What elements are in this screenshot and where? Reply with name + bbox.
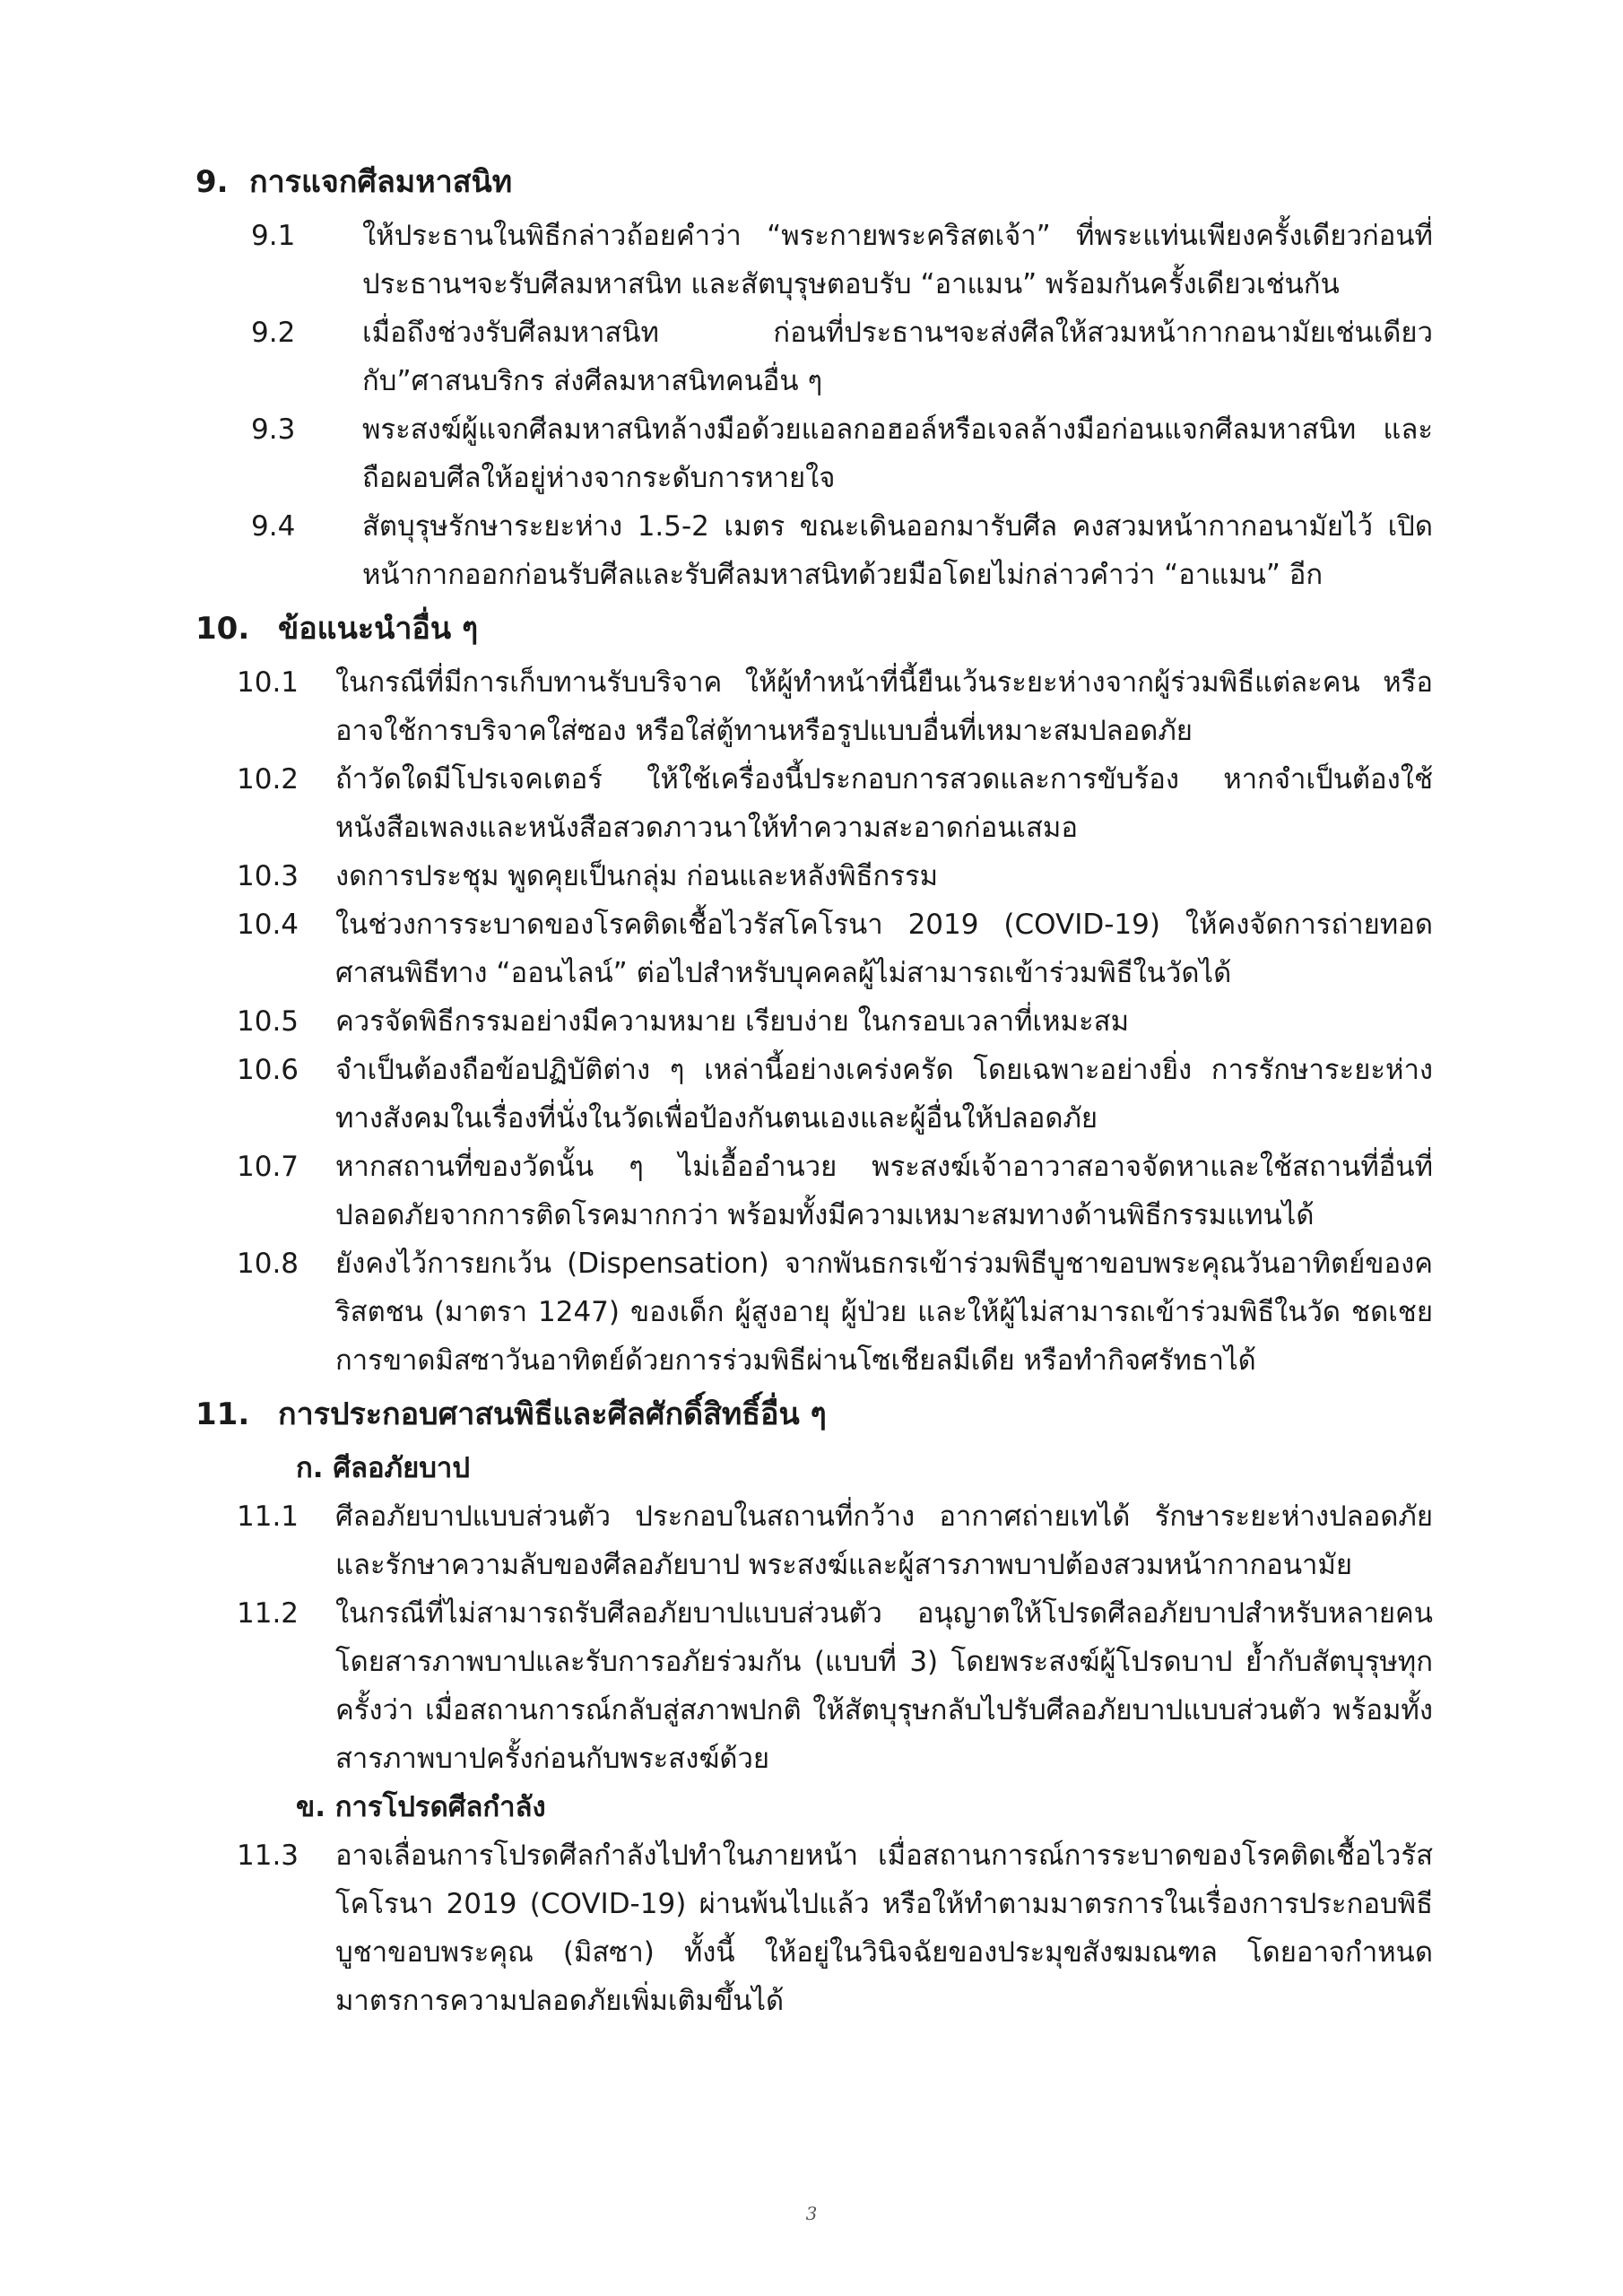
- item-number: 9.2: [251, 317, 296, 349]
- list-item-10-5: [195, 997, 1433, 1046]
- item-text: ในกรณีที่ไม่สามารถรับศีลอภัยบาปแบบส่วนตัว อนุญาตให้โปรดศีลอภัยบาปสำหรับหลายคน โดยสารภาพบาปและรับการอภัยร่วมกัน (แบบที่ 3) โดยพระสงฆ์ผู้โปรดบาป ย้ำกับสัตบุรุษทุกครั้งว่า เมื่อสถานการณ์กลับสู่สภาพปกติ ให้สัตบุรุษกลับไปรับศีลอภัยบาปแบบส่วนตัว พร้อมทั้งสารภาพบาปครั้งก่อนกับพระสงฆ์ด้วย: [335, 1597, 1433, 1775]
- item-number: 10.2: [237, 763, 299, 796]
- item-text: งดการประชุม พูดคุยเป็นกลุ่ม ก่อนและหลังพิธีกรรม: [335, 860, 939, 892]
- list-item-11-2: [195, 1589, 1433, 1783]
- list-item-10-4: [195, 900, 1433, 997]
- section-number: 9.: [195, 164, 229, 200]
- list-item-10-1: [195, 658, 1433, 755]
- list-item-10-3: [195, 852, 1433, 900]
- list-item-11-1: [195, 1492, 1433, 1589]
- item-text: ในช่วงการระบาดของโรคติดเชื้อไวรัสโคโรนา 2019 (COVID-19) ให้คงจัดการถ่ายทอดศาสนพิธีทาง “ออนไลน์” ต่อไปสำหรับบุคคลผู้ไม่สามารถเข้าร่วมพิธีในวัดได้: [335, 909, 1433, 989]
- item-text: ศีลอภัยบาปแบบส่วนตัว ประกอบในสถานที่กว้าง อากาศถ่ายเทได้ รักษาระยะห่างปลอดภัย และรักษาความลับของศีลอภัยบาป พระสงฆ์และผู้สารภาพบาปต้องสวมหน้ากากอนามัย: [335, 1500, 1433, 1581]
- item-number: 9.4: [251, 510, 296, 543]
- item-number: 9.1: [251, 220, 296, 252]
- item-text: หากสถานที่ของวัดนั้น ๆ ไม่เอื้ออำนวย พระสงฆ์เจ้าอาวาสอาจจัดหาและใช้สถานที่อื่นที่ปลอดภัยจากการติดโรคมากกว่า พร้อมทั้งมีความเหมาะสมทางด้านพิธีกรรมแทนได้: [335, 1151, 1433, 1231]
- page-number: 3: [805, 2203, 818, 2224]
- item-text: พระสงฆ์ผู้แจกศีลมหาสนิทล้างมือด้วยแอลกอฮอล์หรือเจลล้างมือก่อนแจกศีลมหาสนิท และถือผอบศีลให้อยู่ห่างจากระดับการหายใจ: [362, 413, 1433, 494]
- item-text: ถ้าวัดใดมีโปรเจคเตอร์ ให้ใช้เครื่องนี้ประกอบการสวดและการขับร้อง หากจำเป็นต้องใช้หนังสือเพลงและหนังสือสวดภาวนาให้ทำความสะอาดก่อนเสมอ: [335, 763, 1433, 844]
- list-item-10-2: [195, 755, 1433, 852]
- section-heading-10: [195, 604, 1433, 653]
- item-number: 10.5: [237, 1005, 299, 1038]
- item-number: 10.8: [237, 1248, 299, 1280]
- item-number: 9.3: [251, 413, 296, 446]
- section-heading-11: [195, 1390, 1433, 1439]
- list-item-10-8: [195, 1239, 1433, 1385]
- item-number: 10.6: [237, 1054, 299, 1086]
- list-item-10-7: [195, 1143, 1433, 1239]
- item-text: ในกรณีที่มีการเก็บทานรับบริจาค ให้ผู้ทำหน้าที่นี้ยืนเว้นระยะห่างจากผู้ร่วมพิธีแต่ละคน หรืออาจใช้การบริจาคใส่ซอง หรือใส่ตู้ทานหรือรูปแบบอื่นที่เหมาะสมปลอดภัย: [335, 666, 1433, 747]
- section-number: 11.: [195, 1396, 250, 1432]
- item-number: 10.1: [237, 666, 299, 699]
- item-text: ยังคงไว้การยกเว้น (Dispensation) จากพันธกรเข้าร่วมพิธีบูชาขอบพระคุณวันอาทิตย์ของคริสตชน (มาตรา 1247) ของเด็ก ผู้สูงอายุ ผู้ป่วย และให้ผู้ไม่สามารถเข้าร่วมพิธีในวัด ชดเชยการขาดมิสซาวันอาทิตย์ด้วยการร่วมพิธีผ่านโซเชียลมีเดีย หรือทำกิจศรัทธาได้: [335, 1248, 1433, 1377]
- item-number: 10.4: [237, 909, 299, 941]
- item-text: ควรจัดพิธีกรรมอย่างมีความหมาย เรียบง่าย ในกรอบเวลาที่เหมะสม: [335, 1005, 1129, 1038]
- list-item-10-6: [195, 1046, 1433, 1143]
- subheading-confirmation: ข. การโปรดศีลกำลัง: [296, 1791, 546, 1823]
- item-number: 11.2: [237, 1597, 299, 1630]
- list-item-9-1: [195, 212, 1433, 309]
- page-content: [195, 152, 1433, 2025]
- section-title: การแจกศีลมหาสนิท: [249, 164, 513, 200]
- item-number: 11.1: [237, 1500, 299, 1533]
- section-title: การประกอบศาสนพิธีและศีลศักดิ์สิทธิ์อื่น ๆ: [278, 1396, 827, 1432]
- list-item-9-2: [195, 309, 1433, 405]
- section-heading-9: [195, 158, 1433, 206]
- list-item-9-3: [195, 405, 1433, 502]
- section-title: ข้อแนะนำอื่น ๆ: [278, 611, 479, 647]
- section-number: 10.: [195, 611, 250, 647]
- item-number: 10.7: [237, 1151, 299, 1183]
- list-item-9-4: [195, 502, 1433, 599]
- item-text: ให้ประธานในพิธีกล่าวถ้อยคำว่า “พระกายพระคริสตเจ้า” ที่พระแท่นเพียงครั้งเดียวก่อนที่ประธานฯจะรับศีลมหาสนิท และสัตบุรุษตอบรับ “อาแมน” พร้อมกันครั้งเดียวเช่นกัน: [362, 220, 1433, 300]
- item-text: จำเป็นต้องถือข้อปฏิบัติต่าง ๆ เหล่านี้อย่างเคร่งครัด โดยเฉพาะอย่างยิ่ง การรักษาระยะห่างทางสังคมในเรื่องที่นั่งในวัดเพื่อป้องกันตนเองและผู้อื่นให้ปลอดภัย: [335, 1054, 1433, 1135]
- item-text: สัตบุรุษรักษาระยะห่าง 1.5-2 เมตร ขณะเดินออกมารับศีล คงสวมหน้ากากอนามัยไว้ เปิดหน้ากากออกก่อนรับศีลและรับศีลมหาสนิทด้วยมือโดยไม่กล่าวคำว่า “อาแมน” อีก: [362, 510, 1433, 591]
- item-text: เมื่อถึงช่วงรับศีลมหาสนิท ก่อนที่ประธานฯจะส่งศีลให้สวมหน้ากากอนามัยเช่นเดียวกับ”ศาสนบริกร ส่งศีลมหาสนิทคนอื่น ๆ: [362, 317, 1433, 397]
- item-text: อาจเลื่อนการโปรดศีลกำลังไปทำในภายหน้า เมื่อสถานการณ์การระบาดของโรคติดเชื้อไวรัสโคโรนา 2019 (COVID-19) ผ่านพ้นไปแล้ว หรือให้ทำตามมาตรการในเรื่องการประกอบพิธีบูชาขอบพระคุณ (มิสซา) ทั้งนี้ ให้อยู่ในวินิจฉัยของประมุขสังฆมณฑล โดยอาจกำหนดมาตรการความปลอดภัยเพิ่มเติมขึ้นได้: [335, 1839, 1433, 2017]
- item-number: 11.3: [237, 1839, 299, 1872]
- item-number: 10.3: [237, 860, 299, 892]
- list-item-11-3: [195, 1831, 1433, 2025]
- subheading-confession: ก. ศีลอภัยบาป: [296, 1452, 470, 1484]
